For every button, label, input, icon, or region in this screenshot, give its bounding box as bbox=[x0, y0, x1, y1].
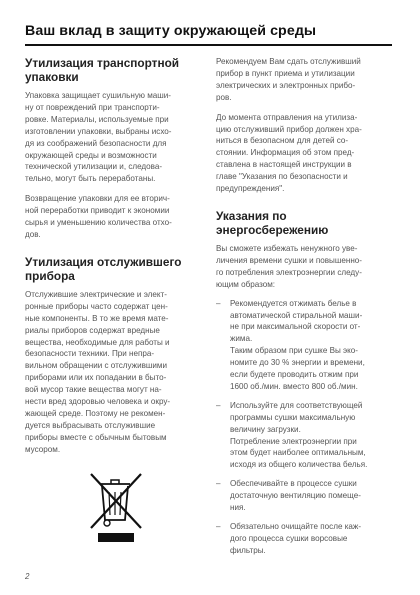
packaging-heading: Утилизация транспортной упаковки bbox=[25, 56, 180, 84]
list-item-text: Рекомендуется отжимать белье в автоматической стиральной маши- не при максимальной скорости от- жима. bbox=[230, 298, 363, 344]
list-item-note: Потребление электроэнергии при этом будет наиболее оптимальным, исходя из общего количества белья. bbox=[230, 436, 368, 470]
list-item bbox=[216, 400, 394, 471]
list-item bbox=[216, 298, 394, 393]
right-column bbox=[216, 56, 394, 564]
storage-paragraph: До момента отправления на утилиза- цию отслуживший прибор должен хра- ниться в безопасном для детей со- стоянии. Информация об этом пред- ставлена в настоящей инструкции в главе "Указания по безопасности и предупреждения". bbox=[216, 112, 362, 194]
recycling-paragraph: Рекомендуем Вам сдать отслуживший прибор в пункт приема и утилизации электрических и электронных прибо- ров. bbox=[216, 57, 361, 102]
list-item bbox=[216, 478, 394, 514]
list-dash: – bbox=[216, 298, 221, 308]
page-number: 2 bbox=[25, 572, 30, 581]
list-item-text: Используйте для соответствующей программы сушки максимальную величину загрузки. bbox=[230, 400, 363, 434]
disposal-paragraph: Отслужившие электрические и элект- ронные приборы часто содержат цен- ные компоненты. В то же время мате- риалы приборов содержат вредные вещества, необходимые для работы и безопасности техники. При непра- вильном обращении с отслужившими приборами или их попадании в быто- вой мусор такие вещества могут на- нести вред здоровью человека и окру- жающей среде. Поэтому не рекомен- дуется выбрасывать отслужившие приборы вместе с обычным бытовым мусором. bbox=[25, 289, 171, 454]
list-item bbox=[216, 521, 394, 557]
list-item-note: Таким образом при сушке Вы эко- номите до 30 % энергии и времени, если будете проводить отжим при 1600 об./мин. вместо 800 об./мин. bbox=[230, 346, 365, 391]
disposal-heading: Утилизация отслужившего прибора bbox=[25, 254, 182, 283]
packaging-paragraph-2: Возвращение упаковки для ее вторич- ной переработки приводит к экономии сырья и уменьшению количества отхо- дов. bbox=[25, 194, 172, 239]
packaging-paragraph-1: Упаковка защищает сушильную маши- ну от повреждений при транспорти- ровке. Материалы, используемые при изготовлении упаковки, выбраны исхо- дя из соображений безопасности для окружающей среды и возможности технической утилизации и, следова- тельно, могут быть переработаны. bbox=[25, 91, 172, 184]
energy-heading: Указания по энергосбережению bbox=[216, 208, 329, 237]
title-rule bbox=[25, 44, 392, 46]
list-dash: – bbox=[216, 522, 221, 531]
list-dash: – bbox=[216, 479, 221, 489]
energy-intro: Вы сможете избежать ненужного уве- личения времени сушки и повышенно- го потребления электроэнергии следу- ющим образом: bbox=[216, 243, 362, 289]
page-title: Ваш вклад в защиту окружающей среды bbox=[25, 23, 317, 39]
list-dash: – bbox=[216, 400, 221, 410]
list-item-text: Обязательно очищайте после каж- дого процесса сушки ворсовые фильтры. bbox=[230, 522, 362, 555]
left-column bbox=[25, 56, 203, 456]
crossed-out-wheelie-bin-icon bbox=[85, 468, 147, 546]
list-item-text: Обеспечивайте в процессе сушки достаточную вентиляцию помеще- ния. bbox=[230, 479, 361, 513]
energy-tips-list bbox=[216, 298, 394, 557]
